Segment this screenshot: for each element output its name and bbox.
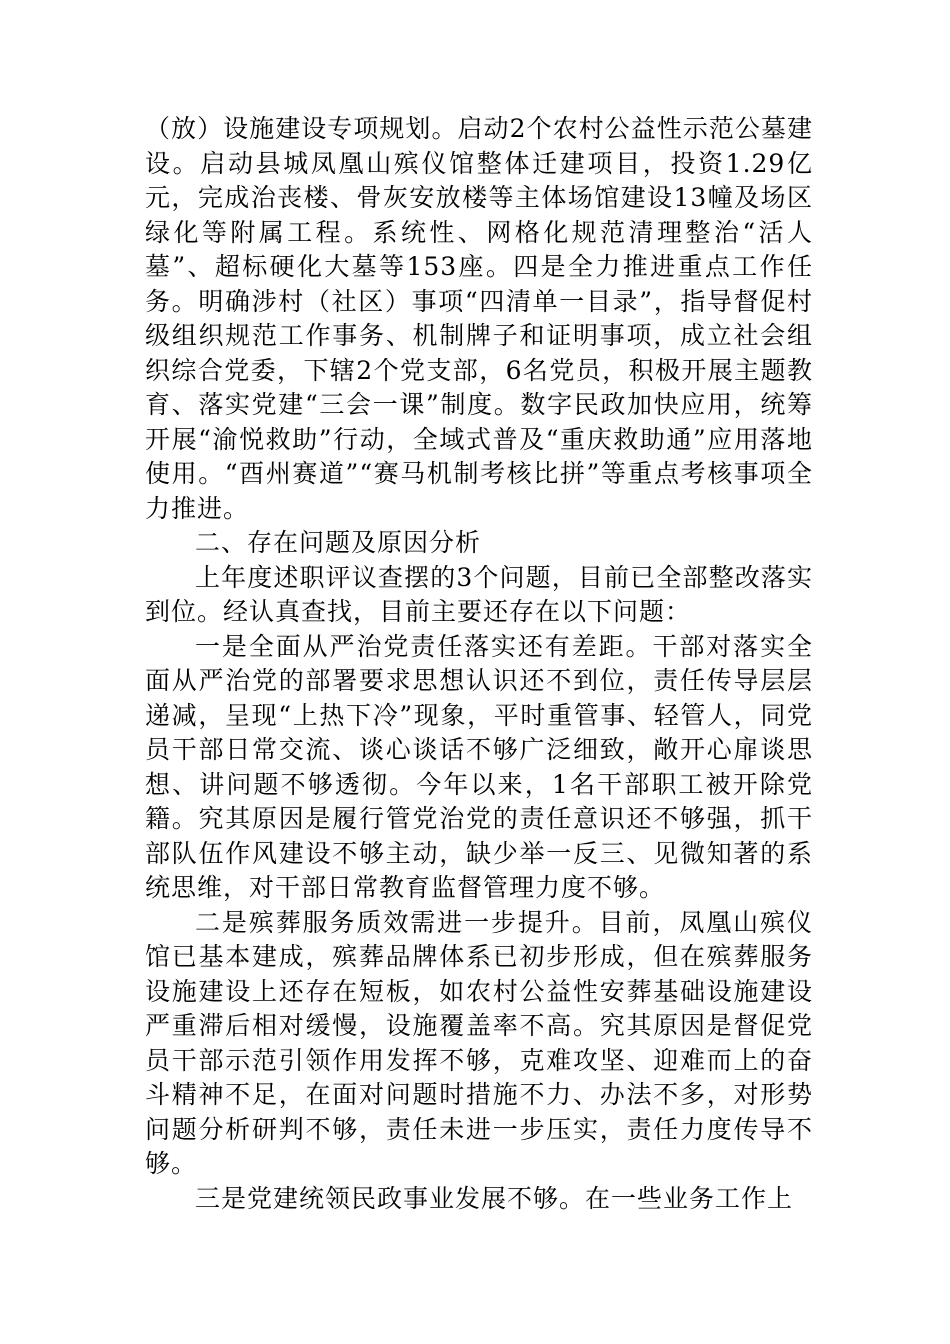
paragraph-issue-one: 一是全面从严治党责任落实还有差距。干部对落实全面从严治党的部署要求思想认识还不到位，责任传导层层递减，呈现“上热下冷”现象，平时重管事、轻管人，同党员干部日常交流、谈心谈话不够广泛细致，敞开心扉谈思想、讲问题不够透彻。今年以来，1名干部职工被开除党籍。究其原因是履行管党治党的责任意识还不够强，抓干部队伍作风建设不够主动，缺少举一反三、见微知著的系统思维，对干部日常教育监督管理力度不够。 [145,631,813,902]
section-heading: 二、存在问题及原因分析 [195,528,482,557]
paragraph-intro: 上年度述职评议查摆的3个问题，目前已全部整改落实到位。经认真查找，目前主要还存在以下问题： [145,562,813,626]
paragraph-issue-three: 三是党建统领民政事业发展不够。在一些业务工作上 [195,1183,794,1213]
document-page [145,112,813,1216]
paragraph-continuation: （放）设施建设专项规划。启动2个农村公益性示范公墓建设。启动县城凤凰山殡仪馆整体迁建项目，投资1.29亿元，完成治丧楼、骨灰安放楼等主体场馆建设13幢及场区绿化等附属工程。系统性、网格化规范清理整治“活人墓”、超标硬化大墓等153座。四是全力推进重点工作任务。明确涉村（社区）事项“四清单一目录”，指导督促村级组织规范工作事务、机制牌子和证明事项，成立社会组织综合党委，下辖2个党支部，6名党员，积极开展主题教育、落实党建“三会一课”制度。数字民政加快应用，统筹开展“渝悦救助”行动，全域式普及“重庆救助通”应用落地使用。“酉州赛道”“赛马机制考核比拼”等重点考核事项全力推进。 [145,114,813,523]
paragraph-issue-two: 二是殡葬服务质效需进一步提升。目前，凤凰山殡仪馆已基本建成，殡葬品牌体系已初步形成，但在殡葬服务设施建设上还存在短板，如农村公益性安葬基础设施建设严重滞后相对缓慢，设施覆盖率不高。究其原因是督促党员干部示范引领作用发挥不够，克难攻坚、迎难而上的奋斗精神不足，在面对问题时措施不力、办法不多，对形势问题分析研判不够，责任未进一步压实，责任力度传导不够。 [145,907,813,1178]
